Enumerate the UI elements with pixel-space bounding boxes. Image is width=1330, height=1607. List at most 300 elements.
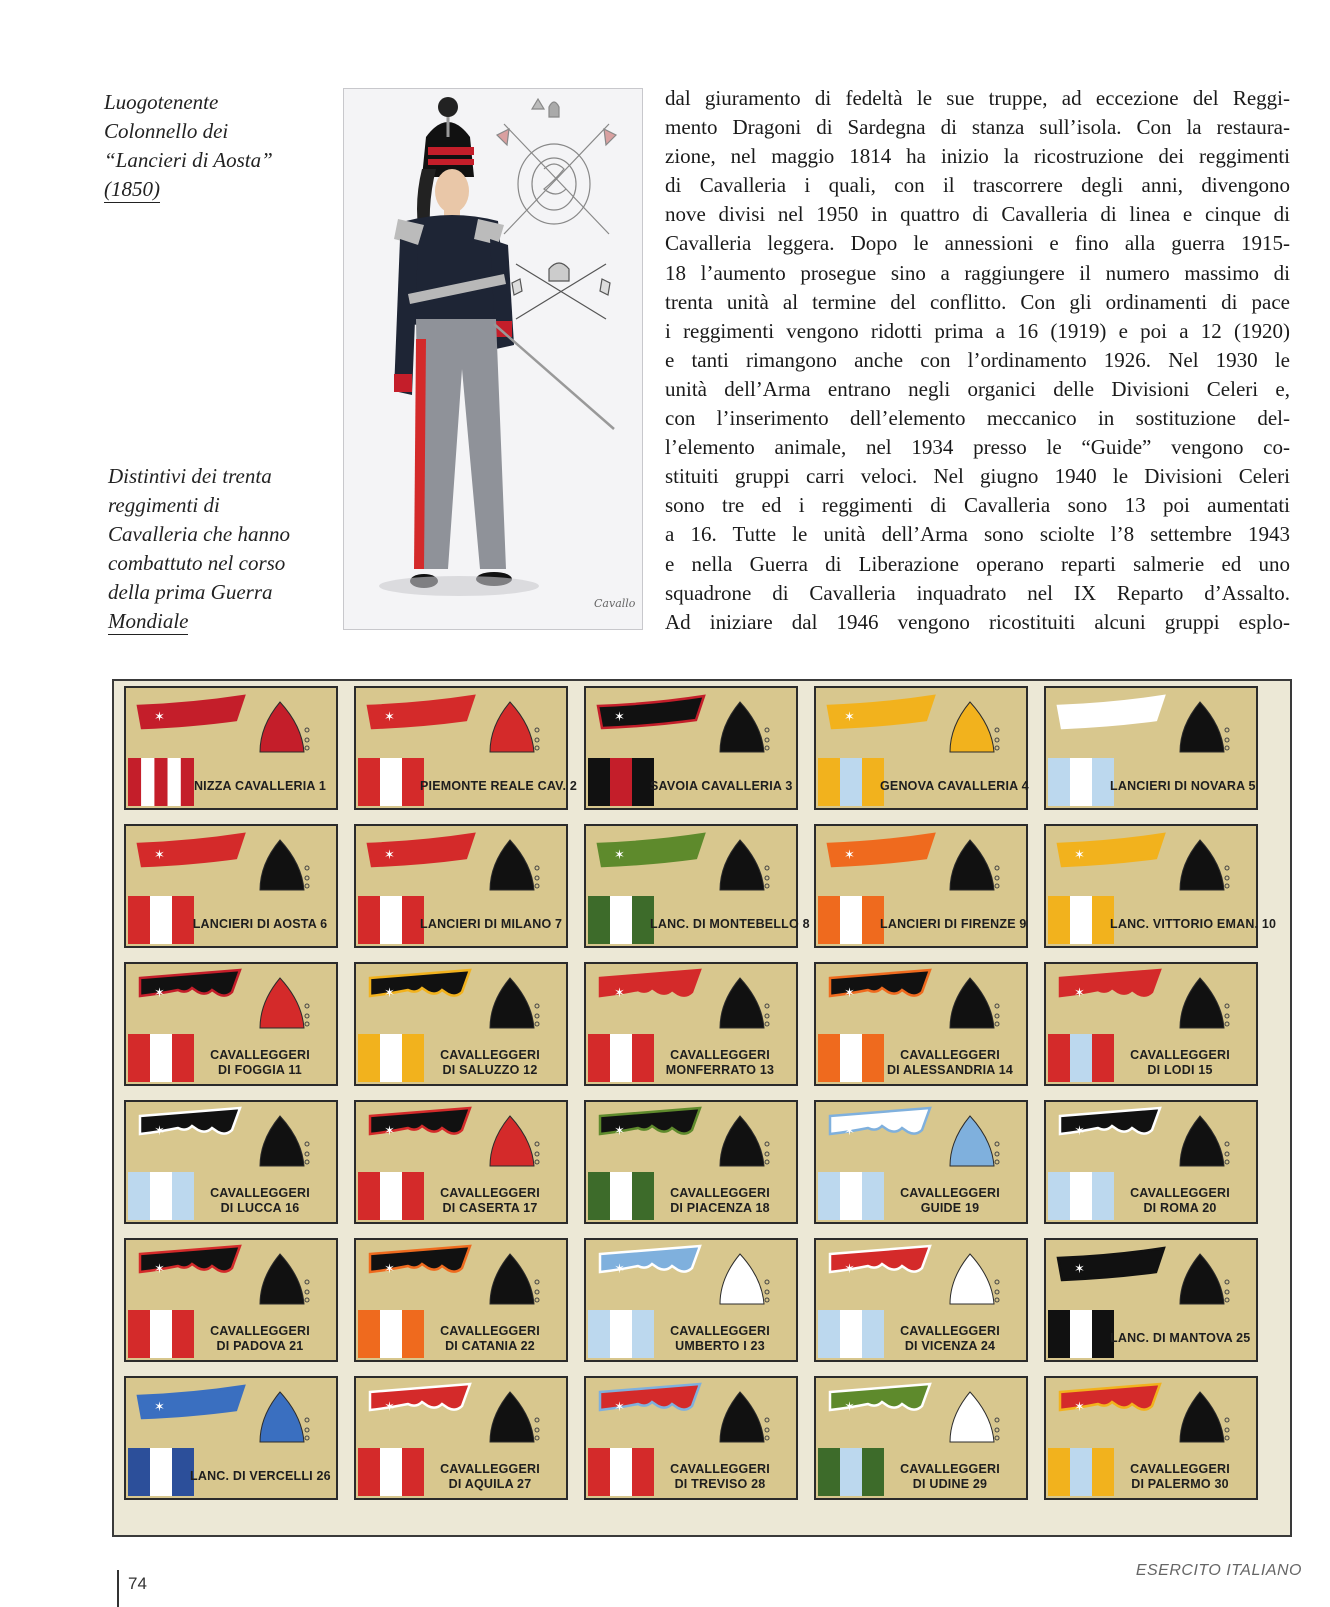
flag-stripe [358,896,380,944]
regiment-name [190,1048,330,1078]
regiment-name [190,1324,330,1354]
regiment-badge-card [1044,1376,1258,1500]
regiment-name [190,1469,330,1484]
regiment-name [420,1462,560,1492]
shoulder-strap [1180,978,1224,1028]
button-icon [1225,1280,1229,1284]
button-icon [305,1290,309,1294]
regiment-badge-card [1044,1238,1258,1362]
button-icon [535,1160,539,1164]
button-icon [765,884,769,888]
regiment-name [420,779,578,794]
button-icon [765,1142,769,1146]
regiment-name [650,1048,790,1078]
shoulder-strap [490,978,534,1028]
portrait-caption [104,88,324,204]
shoulder-strap [950,840,994,890]
button-icon [995,1418,999,1422]
flag-stripe [588,758,610,806]
regiment-name-line: MONFERRATO 13 [665,1063,775,1077]
regiment-name-line: CAVALLEGGERI [670,1048,770,1062]
regiment-badge-card [584,1376,798,1500]
button-icon [765,1298,769,1302]
star-icon: ✶ [844,1400,855,1415]
button-icon [995,746,999,750]
flag-stripe [588,1172,610,1220]
flag-stripe [358,1172,380,1220]
regiment-name-line: CAVALLEGGERI [900,1462,1000,1476]
star-icon: ✶ [1074,1400,1085,1415]
running-title: ESERCITO ITALIANO [1135,1562,1302,1579]
button-icon [1225,1436,1229,1440]
flag-stripe [588,1034,610,1082]
regiment-name-line: CAVALLEGGERI [900,1048,1000,1062]
shoulder-strap [720,840,764,890]
regiment-badge-card [1044,962,1258,1086]
button-icon [305,876,309,880]
regiment-name-line: DI AQUILA 27 [448,1477,532,1491]
flag-stripe [1048,1448,1070,1496]
flag-stripe [840,1172,862,1220]
caption-line: Colonnello dei [104,119,229,143]
regiment-name [880,1324,1020,1354]
button-icon [765,1022,769,1026]
badges-caption [108,462,328,636]
regiment-name [1110,1186,1250,1216]
button-icon [535,728,539,732]
regiment-name-line: CAVALLEGGERI [440,1186,540,1200]
flag-stripe [840,1310,862,1358]
regiment-name-line: LANCIERI DI AOSTA 6 [192,917,328,931]
flag-stripe [380,758,402,806]
star-icon: ✶ [154,1124,165,1139]
regiment-badges-panel [112,679,1292,1537]
flag-stripe [1048,1172,1070,1220]
shoulder-strap [490,1116,534,1166]
shoulder-strap [490,1254,534,1304]
shoulder-strap [260,840,304,890]
flag-stripe [128,758,141,806]
star-icon: ✶ [1074,710,1085,725]
shoulder-strap [1180,1254,1224,1304]
flag-stripe [380,1448,402,1496]
button-icon [305,1152,309,1156]
body-text-line: a 16. Tutte le unità dell’Arma sono sciolte l’8 settembre 1943 [665,522,1290,547]
button-icon [305,866,309,870]
button-icon [995,1428,999,1432]
regiment-name-line: UMBERTO I 23 [675,1339,765,1353]
button-icon [995,1436,999,1440]
footer-rule [117,1570,119,1607]
button-icon [995,1160,999,1164]
regiment-name-line: PIEMONTE REALE CAV. 2 [420,779,578,793]
regiment-name [1110,1048,1250,1078]
shoulder-strap [720,1254,764,1304]
body-text-line: l’elemento animale, nel 1934 presso le “Guide” vengono co- [665,435,1290,460]
button-icon [1225,1014,1229,1018]
button-icon [1225,1290,1229,1294]
flag-stripe [818,1034,840,1082]
shoulder-strap [260,978,304,1028]
flag-stripe [1048,758,1070,806]
regiment-name-line: LANC. DI VERCELLI 26 [190,1469,331,1483]
regiment-name-line: CAVALLEGGERI [440,1462,540,1476]
regiment-badge-card [354,824,568,948]
button-icon [305,1436,309,1440]
button-icon [995,876,999,880]
regiment-name [650,1324,790,1354]
button-icon [995,884,999,888]
regiment-name-line: DI PADOVA 21 [216,1339,304,1353]
star-icon: ✶ [384,710,395,725]
shoulder-strap [1180,1392,1224,1442]
flag-stripe [128,1310,150,1358]
button-icon [535,738,539,742]
button-icon [535,876,539,880]
regiment-badge-card [124,1100,338,1224]
regiment-name-line: LANCIERI DI MILANO 7 [420,917,563,931]
regiment-badge-card [814,1238,1028,1362]
body-text-line: dal giuramento di fedeltà le sue truppe, ad eccezione del Reggi- [665,86,1290,110]
shoulder-strap [950,1116,994,1166]
regiment-name [880,917,1027,932]
regiment-name-line: GUIDE 19 [920,1201,980,1215]
crossed-lances-emblem [512,263,610,319]
body-text-line: nove divisi nel 1950 in quattro di Cavalleria di linea e cinque di [665,202,1290,227]
shoulder-strap [490,840,534,890]
flag-stripe [380,1172,402,1220]
shoulder-strap [490,702,534,752]
regiment-name-line: CAVALLEGGERI [1130,1048,1230,1062]
regiment-name-line: DI LODI 15 [1147,1063,1213,1077]
button-icon [1225,738,1229,742]
regiment-name-line: LANCIERI DI FIRENZE 9 [880,917,1027,931]
flag-stripe [1070,1172,1092,1220]
button-icon [995,866,999,870]
regiment-name-line: CAVALLEGGERI [440,1048,540,1062]
star-icon: ✶ [844,710,855,725]
button-icon [995,1290,999,1294]
regiment-name-line: SAVOIA CAVALLERIA 3 [650,779,793,793]
regiment-name-line: CAVALLEGGERI [1130,1186,1230,1200]
star-icon: ✶ [614,1400,625,1415]
flag-stripe [1070,1034,1092,1082]
button-icon [305,1418,309,1422]
shoulder-strap [1180,1116,1224,1166]
star-icon: ✶ [614,1124,625,1139]
regiment-name-line: DI SALUZZO 12 [442,1063,538,1077]
button-icon [1225,1298,1229,1302]
flag-stripe [818,1448,840,1496]
caption-line: della prima Guerra [108,580,273,604]
flag-stripe [818,896,840,944]
flag-stripe [380,1034,402,1082]
shoulder-strap [1180,702,1224,752]
button-icon [535,884,539,888]
flag-stripe [358,1034,380,1082]
button-icon [765,1004,769,1008]
body-text-line: Cavalleria leggera. Dopo le annessioni e fino alla guerra 1915- [665,231,1290,256]
button-icon [535,1436,539,1440]
button-icon [1225,1152,1229,1156]
regiment-name-line: LANC. VITTORIO EMAN. 10 [1110,917,1277,931]
button-icon [305,1298,309,1302]
button-icon [535,746,539,750]
button-icon [305,1428,309,1432]
caption-line: combattuto nel corso [108,551,286,575]
regiment-badge-card [124,824,338,948]
shoulder-strap [950,978,994,1028]
button-icon [305,1160,309,1164]
flag-stripe [610,1172,632,1220]
regiment-badge-card [814,962,1028,1086]
shoulder-strap [1180,840,1224,890]
body-text-line: mento Dragoni di Sardegna di stanza sull’isola. Con la restaura- [665,115,1290,140]
shoulder-strap [720,1392,764,1442]
regiment-name [190,1186,330,1216]
regiment-badge-card [814,1100,1028,1224]
regiment-name-line: DI CASERTA 17 [442,1201,538,1215]
flag-stripe [150,1034,172,1082]
star-icon: ✶ [154,1400,165,1415]
star-icon: ✶ [384,1400,395,1415]
button-icon [765,746,769,750]
button-icon [535,1152,539,1156]
body-text-line: di Cavalleria i quali, con il trascorrere degli anni, divengono [665,173,1290,198]
regiment-badge-card [1044,686,1258,810]
regiment-name [650,779,793,794]
officer [379,97,614,596]
flag-stripe [818,1310,840,1358]
flag-stripe [150,896,172,944]
button-icon [305,738,309,742]
shoulder-strap [260,1392,304,1442]
heraldic-emblem [497,99,616,234]
body-text-line: squadrone di Cavalleria inquadrato nel IX Reparto d’Assalto. [665,580,1290,605]
body-text-line: unità dell’Arma entrano negli organici delle Divisioni Celeri e, [665,376,1290,401]
flag-stripe [128,1034,150,1082]
flag-stripe [818,1172,840,1220]
regiment-badge-card [814,824,1028,948]
regiment-name [1110,1331,1250,1346]
star-icon: ✶ [1074,986,1085,1001]
button-icon [1225,866,1229,870]
flag-stripe [1070,1310,1092,1358]
regiment-name [190,917,330,932]
regiment-name-line: CAVALLEGGERI [440,1324,540,1338]
star-icon: ✶ [154,848,165,863]
uniform-illustration [343,88,643,630]
regiment-name [1110,917,1277,932]
button-icon [535,1014,539,1018]
regiment-name-line: DI FOGGIA 11 [218,1063,302,1077]
flag-stripe [380,896,402,944]
regiment-badge-card [354,686,578,810]
button-icon [765,1428,769,1432]
body-text-line: e tanti rimangono anche con l’ordinamento 1926. Nel 1930 le [665,347,1290,372]
button-icon [765,738,769,742]
flag-stripe [610,896,632,944]
button-icon [535,1004,539,1008]
regiment-name [420,1048,560,1078]
flag-stripe [840,1034,862,1082]
button-icon [765,1014,769,1018]
flag-stripe [1070,896,1092,944]
regiment-name-line: CAVALLEGGERI [670,1324,770,1338]
button-icon [995,1298,999,1302]
star-icon: ✶ [154,710,165,725]
regiment-name [880,1462,1020,1492]
shoulder-strap [950,1254,994,1304]
caption-line: Distintivi dei trenta [108,464,272,488]
flag-stripe [128,1448,150,1496]
flag-stripe [1048,1310,1070,1358]
button-icon [765,1152,769,1156]
regiment-name [420,917,563,932]
button-icon [765,1280,769,1284]
star-icon: ✶ [844,986,855,1001]
button-icon [1225,1142,1229,1146]
flag-stripe [610,1034,632,1082]
regiment-name-line: CAVALLEGGERI [210,1186,310,1200]
regiment-badge-card [354,1376,568,1500]
regiment-name-line: DI ROMA 20 [1143,1201,1217,1215]
regiment-badge-card [354,962,568,1086]
regiment-badge-card [124,1376,338,1500]
regiment-name [420,1186,560,1216]
button-icon [305,1022,309,1026]
shoulder-strap [260,702,304,752]
button-icon [765,866,769,870]
regiment-name-line: NIZZA CAVALLERIA 1 [193,779,327,793]
regiment-name-line: CAVALLEGGERI [670,1462,770,1476]
regiment-badge-card [354,1100,568,1224]
flag-stripe [358,1310,380,1358]
button-icon [1225,1160,1229,1164]
flag-stripe [610,1448,632,1496]
regiment-name [880,779,1029,794]
regiment-name-line: DI PALERMO 30 [1131,1477,1229,1491]
body-text-line: e nella Guerra di Liberazione operano reparti salmerie ed uno [665,551,1290,576]
shoulder-strap [950,1392,994,1442]
star-icon: ✶ [1074,1262,1085,1277]
button-icon [1225,1428,1229,1432]
body-text-line: con l’inserimento dell’elemento meccanico in sostituzione del- [665,406,1290,431]
button-icon [305,746,309,750]
flag-stripe [380,1310,402,1358]
button-icon [995,1004,999,1008]
button-icon [765,1418,769,1422]
regiment-badge-card [124,686,338,810]
regiment-name-line: CAVALLEGGERI [670,1186,770,1200]
flag-stripe [840,1448,862,1496]
regiment-name-line: LANC. DI MONTEBELLO 8 [650,917,810,931]
button-icon [765,1160,769,1164]
shoulder-strap [260,1116,304,1166]
star-icon: ✶ [844,1262,855,1277]
button-icon [995,1014,999,1018]
button-icon [1225,1004,1229,1008]
regiment-name [650,1462,790,1492]
star-icon: ✶ [384,848,395,863]
body-text [665,84,1290,637]
flag-stripe [154,758,167,806]
button-icon [535,1418,539,1422]
caption-line: (1850) [104,177,160,201]
regiment-badge-card [584,1238,798,1362]
star-icon: ✶ [384,1262,395,1277]
flag-stripe [1070,758,1092,806]
star-icon: ✶ [614,848,625,863]
star-icon: ✶ [1074,1124,1085,1139]
caption-line: Mondiale [108,609,189,633]
flag-stripe [610,758,632,806]
button-icon [535,1022,539,1026]
button-icon [1225,876,1229,880]
button-icon [995,738,999,742]
regiment-name [1110,779,1256,794]
button-icon [305,1142,309,1146]
regiment-name-line: DI TREVISO 28 [674,1477,766,1491]
flag-stripe [141,758,154,806]
flag-stripe [1070,1448,1092,1496]
button-icon [1225,728,1229,732]
flag-stripe [128,896,150,944]
body-text-line: i reggimenti vengono ridotti prima a 16 (1919) e poi a 12 (1920) [665,318,1290,343]
regiment-badge-card [584,686,798,810]
flag-stripe [840,896,862,944]
flag-stripe [150,1448,172,1496]
regiment-badge-card [814,1376,1028,1500]
star-icon: ✶ [154,1262,165,1277]
shoulder-strap [950,702,994,752]
regiment-name-line: CAVALLEGGERI [900,1324,1000,1338]
flag-stripe [840,758,862,806]
button-icon [305,884,309,888]
regiment-name-line: DI UDINE 29 [912,1477,988,1491]
button-icon [765,728,769,732]
regiment-badge-card [124,1238,338,1362]
body-text-line: Ad iniziare dal 1946 vengono ricostituiti alcuni gruppi esplo- [665,609,1290,634]
flag-stripe [588,896,610,944]
shoulder-strap [720,702,764,752]
flag-stripe [128,1172,150,1220]
button-icon [765,876,769,880]
body-text-line: trenta unità al termine del conflitto. Con gli ordinamenti di pace [665,289,1290,314]
flag-stripe [358,758,380,806]
caption-line: “Lancieri di Aosta” [104,148,273,172]
button-icon [1225,884,1229,888]
regiment-name [650,1186,790,1216]
page-number: 74 [128,1574,147,1593]
button-icon [995,1022,999,1026]
button-icon [535,1298,539,1302]
flag-stripe [588,1448,610,1496]
regiment-name [420,1324,560,1354]
shoulder-strap [260,1254,304,1304]
star-icon: ✶ [844,848,855,863]
star-icon: ✶ [614,1262,625,1277]
regiment-badge-card [1044,1100,1258,1224]
officer-figure [344,89,642,629]
star-icon: ✶ [384,1124,395,1139]
button-icon [305,728,309,732]
body-text-line: 18 l’aumento prosegue sino a raggiungere il numero massimo di [665,260,1290,285]
regiment-badge-card [584,824,810,948]
button-icon [995,1152,999,1156]
regiment-name-line: DI ALESSANDRIA 14 [886,1063,1014,1077]
flag-stripe [168,758,181,806]
